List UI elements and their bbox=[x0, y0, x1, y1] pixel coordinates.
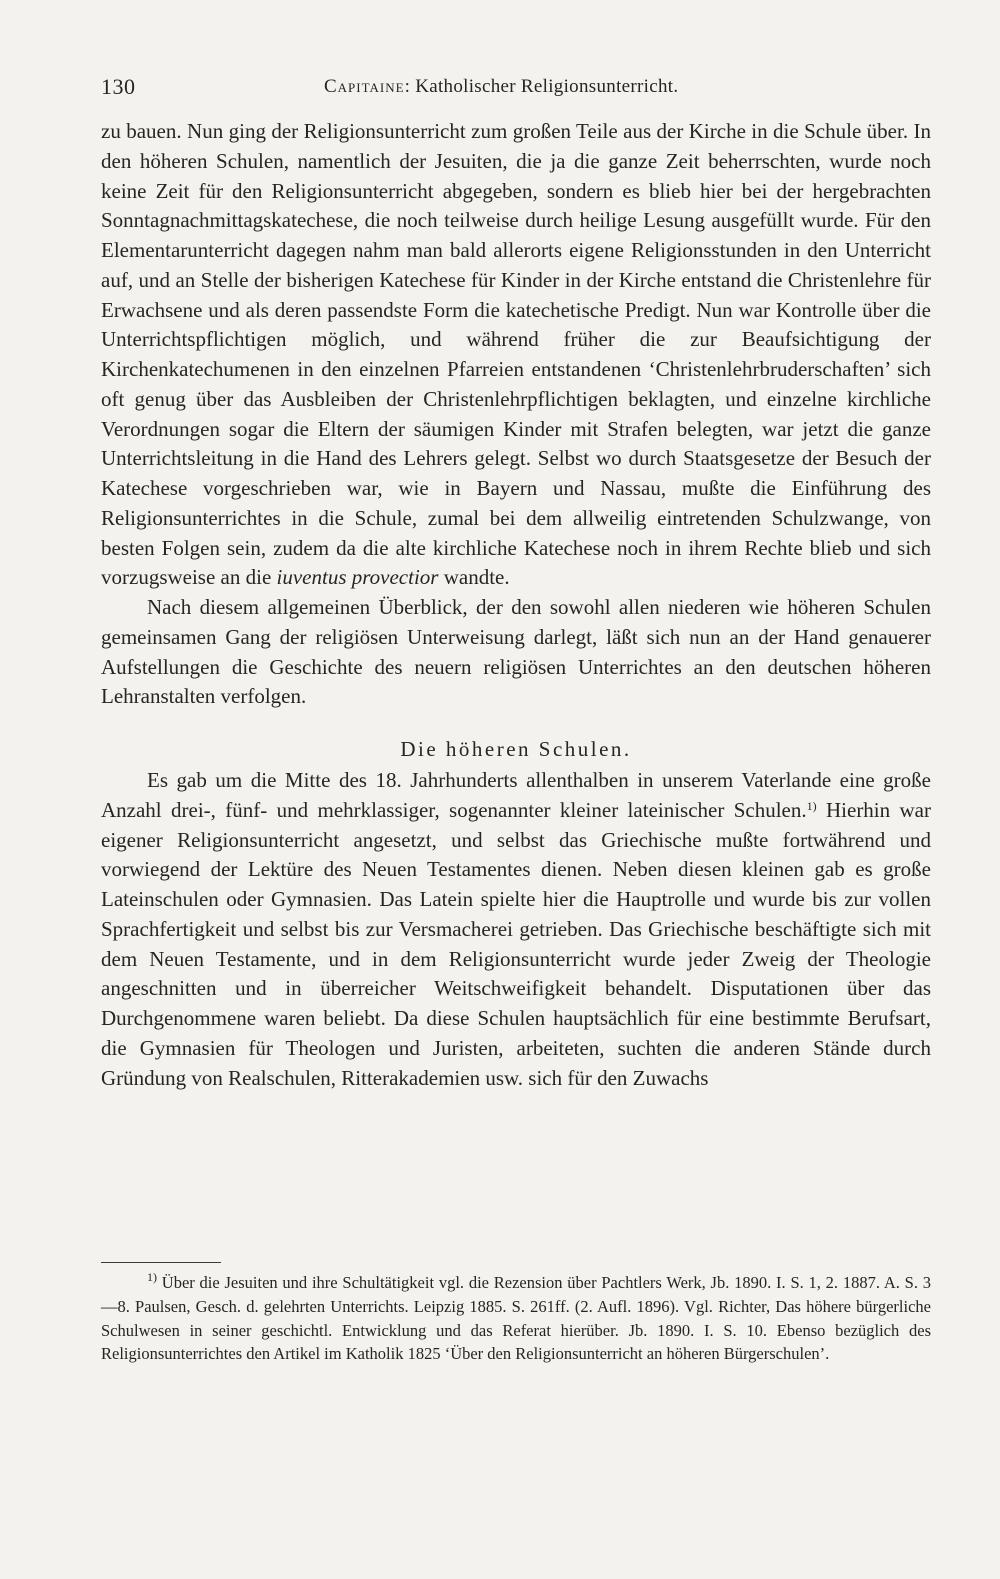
paragraph-3-after-note: Hierhin war eigener Religionsunterricht angesetzt, und selbst das Griechische mußte fortwährend und vorwiegend der Lektüre des Neuen Testamentes dienen. Neben diesen kleinen gab es große Lateinschulen oder Gymnasien. Das Latein spielte hier die Hauptrolle und wurde bis zur vollen Sprachfertigkeit und selbst bis zur Versmacherei getrieben. Das Griechische beschäftigte sich mit dem Neuen Testamente, und in dem Religionsunterricht wurde jeder Zweig der Theologie angeschnitten und in überreicher Weitschweifigkeit behandelt. Disputationen über das Durchgenommene waren beliebt. Da diese Schulen hauptsächlich für eine bestimmte Berufsart, die Gymnasien für Theologen und Juristen, arbeiteten, suchten die anderen Stände durch Gründung von Realschulen, Ritterakademien usw. sich für den Zuwachs bbox=[101, 797, 931, 1090]
paragraph-1-text: zu bauen. Nun ging der Religionsunterricht zum großen Teile aus der Kirche in die Schule über. In den höheren Schulen, namentlich der Jesuiten, die ja die ganze Zeit beherrschten, wurde noch keine Zeit für den Religionsunterricht abgegeben, sondern es blieb hier bei der hergebrachten Sonntagnachmittagskatechese, die noch teilweise durch heilige Lesung ausgefüllt wurde. Für den Elementarunterricht dagegen nahm man bald allerorts eigene Religionsstunden in den Unterricht auf, und an Stelle der bisherigen Katechese für Kinder in der Kirche entstand die Christenlehre für Erwachsene und als deren passendste Form die katechetische Predigt. Nun war Kontrolle über die Unterrichtspflichtigen möglich, und während früher die zur Beaufsichtigung der Kirchenkatechumenen in den einzelnen Pfarreien entstandenen ‘Christenlehrbruderschaften’ sich oft genug über das Ausbleiben der Christenlehrpflichtigen beklagten, und einzelne kirchliche Verordnungen sogar die Eltern der säumigen Kinder mit Strafen belegten, war jetzt die ganze Unterrichtsleitung in die Hand des Lehrers gelegt. Selbst wo durch Staatsgesetze der Besuch der Katechese vorgeschrieben war, wie in Bayern und Nassau, mußte die Einführung des Religionsunterrichtes in die Schule, zumal bei dem allweilig eintretenden Schulzwange, von besten Folgen sein, zudem da die alte kirchliche Katechese noch in ihrem Rechte blieb und sich vorzugsweise an die bbox=[101, 119, 931, 590]
footnote-marker: 1) bbox=[147, 1270, 157, 1284]
footnote-divider bbox=[101, 1262, 221, 1263]
running-head-author: Capitaine bbox=[324, 76, 405, 97]
paragraph-3 bbox=[101, 766, 931, 1093]
running-head bbox=[324, 76, 678, 98]
paragraph-1-italic: iuventus provectior bbox=[276, 565, 439, 590]
footnotes bbox=[101, 1271, 931, 1366]
footnote-reference: 1) bbox=[806, 798, 817, 813]
paragraph-3-before-note: Es gab um die Mitte des 18. Jahrhunderts allenthalben in unserem Vaterlande eine große Anzahl drei-, fünf- und mehrklassiger, sogenannter kleiner lateinischer Schulen. bbox=[101, 768, 931, 822]
paragraph-1-end: wandte. bbox=[438, 565, 510, 590]
paragraph-1 bbox=[101, 117, 931, 593]
footnote-text: Über die Jesuiten und ihre Schultätigkeit vgl. die Rezension über Pachtlers Werk, Jb. 1890. I. S. 1, 2. 1887. A. S. 3—8. Paulsen, Gesch. d. gelehrten Unterrichts. Leipzig 1885. S. 261ff. (2. Aufl. 1896). Vgl. Richter, Das höhere bürgerliche Schulwesen in seiner geschichtl. Entwicklung und das Referat hierüber. Jb. 1890. I. S. 10. Ebenso bezüglich des Religionsunterrichtes den Artikel im Katholik 1825 ‘Über den Religionsunterricht an höheren Bürgerschulen’. bbox=[101, 1273, 931, 1364]
paragraph-2: Nach diesem allgemeinen Überblick, der den sowohl allen niederen wie höheren Schulen gemeinsamen Gang der religiösen Unterweisung darlegt, läßt sich nun an der Hand genauerer Aufstellungen die Geschichte des neuern religiösen Unterrichtes an den deutschen höheren Lehranstalten verfolgen. bbox=[101, 595, 931, 709]
section-heading: Die höheren Schulen. bbox=[400, 737, 632, 761]
body-text bbox=[101, 117, 931, 1093]
page-header bbox=[101, 74, 931, 104]
running-head-title: : Katholischer Religionsunterricht. bbox=[404, 76, 679, 97]
footnote-1 bbox=[101, 1271, 931, 1366]
page-number: 130 bbox=[101, 74, 136, 99]
